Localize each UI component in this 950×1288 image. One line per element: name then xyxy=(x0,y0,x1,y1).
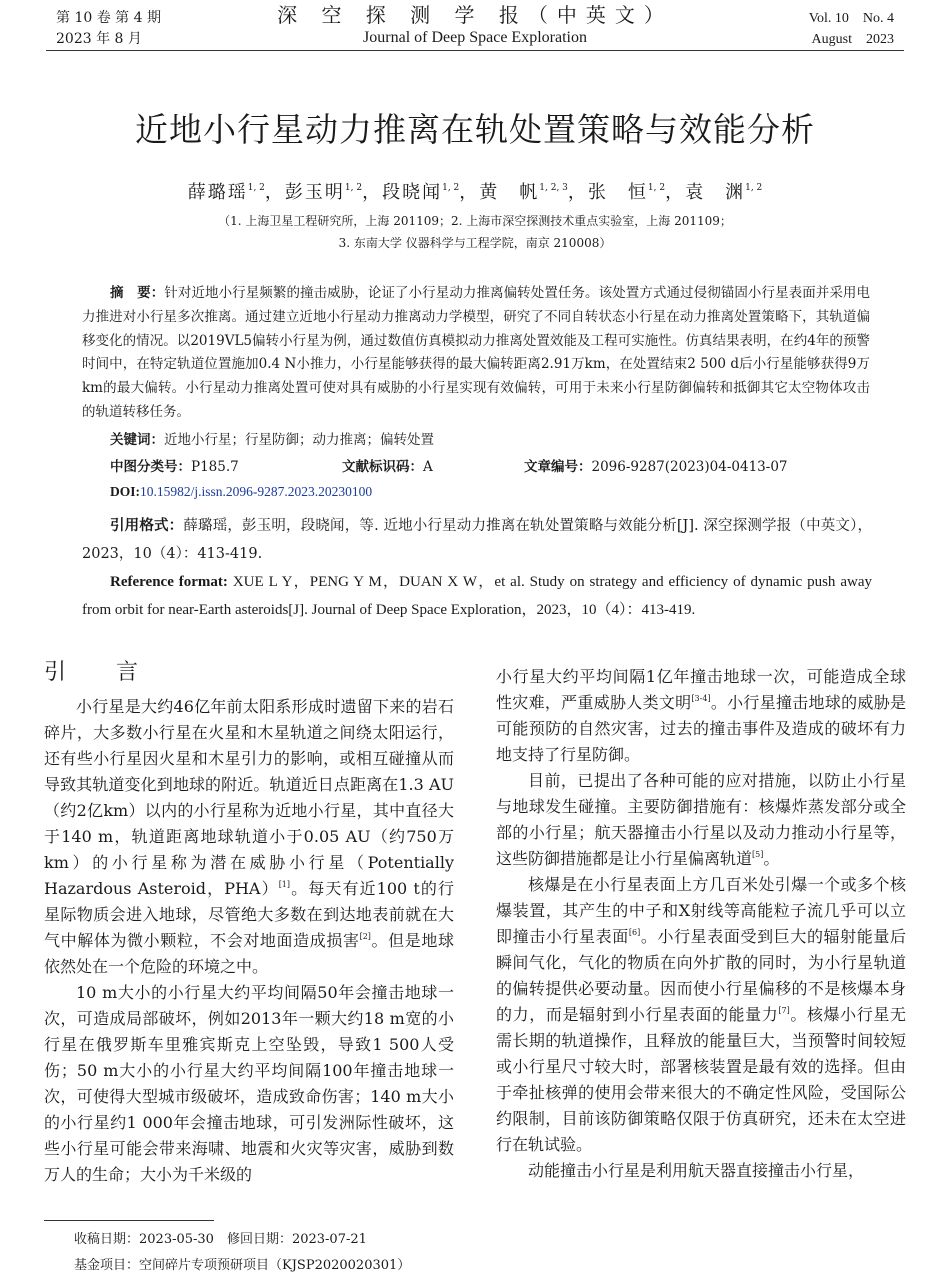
author-sep: ， xyxy=(459,182,480,203)
body-paragraph: 小行星大约平均间隔1亿年撞击地球一次，可能造成全球性灾难，严重威胁人类文明[3-4]。小行星撞击地球的威胁是可能预防的自然灾害，过去的撞击事件及造成的破坏有力地支持了行星防御。 xyxy=(496,667,906,764)
author-3: 段晓闻$^{1, 2}$ xyxy=(382,182,460,203)
journal-title-en: Journal of Deep Space Exploration xyxy=(363,29,587,46)
reference-mark[interactable]: [7] xyxy=(778,1006,790,1015)
reference-mark[interactable]: [2] xyxy=(359,932,371,941)
author-1: 薛璐瑶$^{1, 2}$ xyxy=(187,182,265,203)
header-right xyxy=(809,8,894,50)
keywords xyxy=(110,428,434,448)
citation-format-en xyxy=(82,568,872,624)
body-right-column xyxy=(496,664,906,1184)
author-sep: ， xyxy=(264,182,285,203)
abstract-text: 针对近地小行星频繁的撞击威胁，论证了小行星动力推离偏转处置任务。该处置方式通过侵彻锚固小行星表面并采用电力推进对小行星多次推离。通过建立近地小行星动力推离动力学模型，研究了不同自转状态小行星在动力推离处置策略下，其轨道偏移变化的情况。以2019VL5偏转小行星为例，通过数值仿真模拟动力推离处置效能及工程可实施性。仿真结果表明，在约4年的预警时间中，在特定轨道位置施加0.4 N小推力，小行星能够获得的最大偏转距离2.91万km，在处置结束2 500 d后小行星能够获得9万km的最大偏转。小行星动力推离处置可使对具有威胁的小行星实现有效偏转，可用于未来小行星防御偏转和抵御其它太空物体攻击的轨道转移任务。 xyxy=(82,285,871,420)
date-en: August 2023 xyxy=(811,32,894,47)
reference-mark[interactable]: [3-4] xyxy=(691,694,711,703)
citation-en-text: XUE L Y，PENG Y M，DUAN X W，et al. Study on strategy and efficiency of dynamic push away from orbit for near-Earth asteroids[J]. Journal of Deep Space Exploration，2023，10（4）：413-419. xyxy=(82,574,873,618)
author-5: 张 恒$^{1, 2}$ xyxy=(587,182,666,203)
reference-mark[interactable]: [5] xyxy=(752,850,764,859)
body-paragraph: 动能撞击小行星是利用航天器直接撞击小行星， xyxy=(528,1161,865,1180)
reference-mark[interactable]: [1] xyxy=(278,880,291,889)
author-list xyxy=(0,178,950,204)
body-paragraph: 核爆是在小行星表面上方几百米处引爆一个或多个核爆装置，其产生的中子和X射线等高能粒子流几乎可以立即撞击小行星表面[6]。小行星表面受到巨大的辐射能量后瞬间气化，气化的物质在向外扩散的同时，为小行星轨道的偏转提供必要动量。因而使小行星偏移的不是核爆本身的力，而是辐射到小行星表面的能量力[7]。核爆小行星无需长期的轨道操作，且释放的能量巨大，当预警时间较短或小行星尺寸较大时，部署核装置是最有效的选择。但由于牵扯核弹的使用会带来很大的不确定性风险，受国际公约限制，目前该防御策略仅限于仿真研究，还未在太空进行在轨试验。 xyxy=(496,875,906,1154)
body-left-column xyxy=(44,660,454,1188)
citation-cn-label: 引用格式： xyxy=(110,517,184,534)
footnote-rule xyxy=(44,1220,214,1221)
header-center xyxy=(0,3,950,49)
paper-title: 近地小行星动力推离在轨处置策略与效能分析 xyxy=(135,110,815,149)
affiliation-line-1: （1. 上海卫星工程研究所，上海 201109；2. 上海市深空探测技术重点实验室，上海 201109； xyxy=(218,214,732,228)
body-paragraph: 10 m大小的小行星大约平均间隔50年会撞击地球一次，可造成局部破坏，例如2013年一颗大约18 m宽的小行星在俄罗斯车里雅宾斯克上空坠毁，导致1 500人受伤；50 m大小的小行星大约平均间隔100年撞击地球一次，可使得大型城市级破坏，造成致命伤害；140 m大小的小行星约1 000年会撞击地球，可引发洲际性破坏，这些小行星可能会带来海啸、地震和火灾等灾害，威胁到数万人的生命；大小为千米级的 xyxy=(44,983,454,1184)
author-6: 袁 渊$^{1, 2}$ xyxy=(685,182,763,203)
header-rule xyxy=(46,50,904,51)
body-paragraph: 目前，已提出了各种可能的应对措施，以防止小行星与地球发生碰撞。主要防御措施有：核爆炸蒸发部分或全部的小行星；航天器撞击小行星以及动力推动小行星等，这些防御措施都是让小行星偏离轨道[5]。 xyxy=(496,771,906,868)
citation-en-label: Reference format: xyxy=(110,574,228,590)
volume-issue-en: Vol. 10 No. 4 xyxy=(808,11,894,26)
doi-label: DOI: xyxy=(110,484,140,499)
reference-mark[interactable]: [6] xyxy=(628,928,641,937)
affiliation-line-2: 3. 东南大学 仪器科学与工程学院，南京 210008） xyxy=(338,236,612,250)
clc-number: 中图分类号：P185.7 xyxy=(110,459,239,475)
doi-line xyxy=(110,484,372,500)
date-cn: 2023 年 8 月 xyxy=(56,31,142,47)
journal-title-cn: 深 空 探 测 学 报（中英文） xyxy=(277,3,673,27)
doi-link[interactable]: 10.15982/j.issn.2096-9287.2023.20230100 xyxy=(140,484,373,499)
author-4: 黄 帆$^{1, 2, 3}$ xyxy=(479,182,568,203)
section-heading-introduction: 引 言 xyxy=(44,660,153,685)
author-2: 彭玉明$^{1, 2}$ xyxy=(284,182,363,203)
keywords-text: 近地小行星；行星防御；动力推离；偏转处置 xyxy=(164,432,434,448)
author-sep: ， xyxy=(567,182,588,203)
volume-issue-cn: 第 10 卷 第 4 期 xyxy=(56,10,161,26)
author-sep: ， xyxy=(665,182,686,203)
body-paragraph: 小行星是大约46亿年前太阳系形成时遗留下来的岩石碎片，大多数小行星在火星和木星轨道之间绕太阳运行，还有些小行星因火星和木星引力的影响，或相互碰撞从而导致其轨道变化到地球的附近。轨道近日点距离在1.3 AU（约2亿km）以内的小行星称为近地小行星，其中直径大于140 m，轨道距离地球轨道小于0.05 AU（约750万km）的小行星称为潜在威胁小行星（Potentially Hazardous Asteroid，PHA）[1]。每天有近100 t的行星际物质会进入地球，尽管绝大多数在到达地表前就在大气中解体为微小颗粒，不会对地面造成损害[2]。但是地球依然处在一个危险的环境之中。 xyxy=(44,697,455,976)
footnote-received-date: 收稿日期：2023-05-30 修回日期：2023-07-21 xyxy=(74,1232,367,1247)
affiliations xyxy=(0,210,950,254)
author-sep: ， xyxy=(362,182,383,203)
abstract-label: 摘 要： xyxy=(110,285,165,301)
article-number: 文章编号：2096-9287(2023)04-0413-07 xyxy=(524,459,788,475)
citation-cn-text: 薛璐瑶，彭玉明，段晓闻，等. 近地小行星动力推离在轨处置策略与效能分析[J]. 深空探测学报（中英文），2023，10（4）：413-419. xyxy=(82,518,873,562)
footnote-fund: 基金项目：空间碎片专项预研项目（KJSP2020020301） xyxy=(74,1258,411,1273)
abstract xyxy=(82,282,870,425)
document-code: 文献标识码：A xyxy=(342,459,433,475)
citation-format-cn xyxy=(82,512,872,568)
running-header xyxy=(0,0,950,52)
keywords-label: 关键词： xyxy=(110,432,164,448)
